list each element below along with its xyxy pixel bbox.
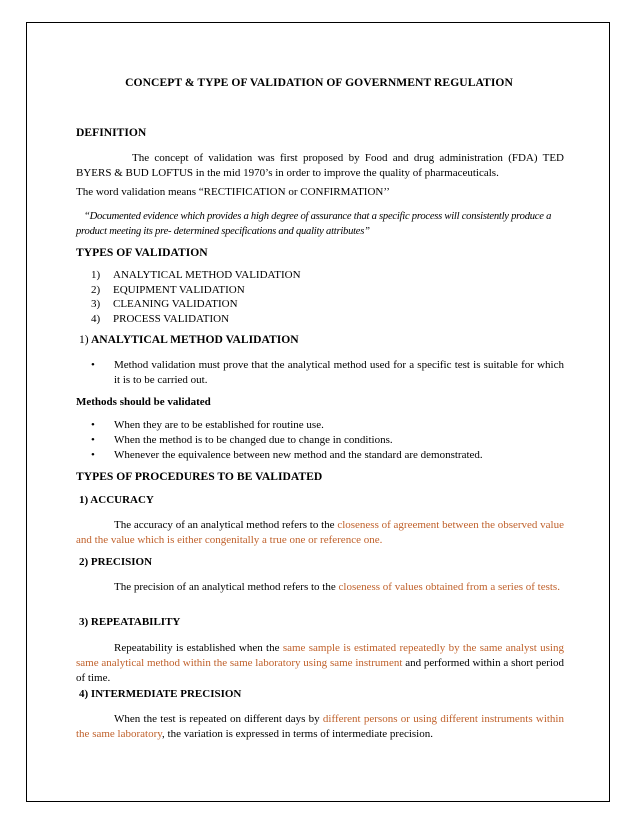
list-item: • When they are to be established for routine use. [91, 419, 324, 431]
types-heading: TYPES OF VALIDATION [76, 246, 208, 259]
document-title: CONCEPT & TYPE OF VALIDATION OF GOVERNMENT REGULATION [125, 76, 513, 89]
list-item: 3) CLEANING VALIDATION [91, 298, 238, 310]
accuracy-paragraph: The accuracy of an analytical method refers to the closeness of agreement between the observed value and the value which is either congenitally a true one or reference one. [76, 519, 564, 546]
methods-subheading: Methods should be validated [76, 396, 211, 408]
intermediate-precision-heading: 4) INTERMEDIATE PRECISION [79, 688, 242, 700]
list-item: 4) PROCESS VALIDATION [91, 312, 230, 325]
methods-bullet-list [76, 418, 564, 463]
types-list [76, 268, 564, 326]
validation-meaning: The word validation means “RECTIFICATION or CONFIRMATION’’ [76, 186, 390, 198]
repeatability-heading: 3) REPEATABILITY [79, 616, 181, 628]
precision-heading: 2) PRECISION [79, 556, 153, 568]
list-item: • Method validation must prove that the analytical method used for a specific test is suitable for which it is to be carried out. [91, 359, 564, 386]
intermediate-precision-paragraph: When the test is repeated on different days by different persons or using different instruments within the same laboratory, the variation is expressed in terms of intermediate precision. [76, 713, 564, 740]
repeatability-paragraph: Repeatability is established when the same sample is estimated repeatedly by the same analyst using same analytical method within the same laboratory using same instrument and performed within a short period of time. [76, 642, 564, 684]
list-item: 2) EQUIPMENT VALIDATION [91, 283, 245, 296]
definition-paragraph: The concept of validation was first proposed by Food and drug administration (FDA) TED BYERS & BUD LOFTUS in the mid 1970’s in order to improve the quality of pharmaceuticals. [76, 152, 564, 179]
precision-paragraph: The precision of an analytical method refers to the closeness of values obtained from a series of tests. [114, 581, 560, 593]
list-item: 1) ANALYTICAL METHOD VALIDATION [91, 269, 301, 281]
amv-heading: 1) ANALYTICAL METHOD VALIDATION [79, 333, 299, 346]
definition-heading: DEFINITION [76, 126, 147, 139]
procedures-heading: TYPES OF PROCEDURES TO BE VALIDATED [76, 470, 323, 483]
list-item: • When the method is to be changed due to change in conditions. [91, 434, 393, 446]
definition-quote: “Documented evidence which provides a high degree of assurance that a specific process will consistently produce a product meeting its pre- determined specifications and quality attributes” [76, 211, 552, 237]
accuracy-heading: 1) ACCURACY [79, 494, 154, 506]
amv-bullet-list [76, 358, 564, 388]
list-item: • Whenever the equivalence between new method and the standard are demonstrated. [91, 449, 483, 461]
